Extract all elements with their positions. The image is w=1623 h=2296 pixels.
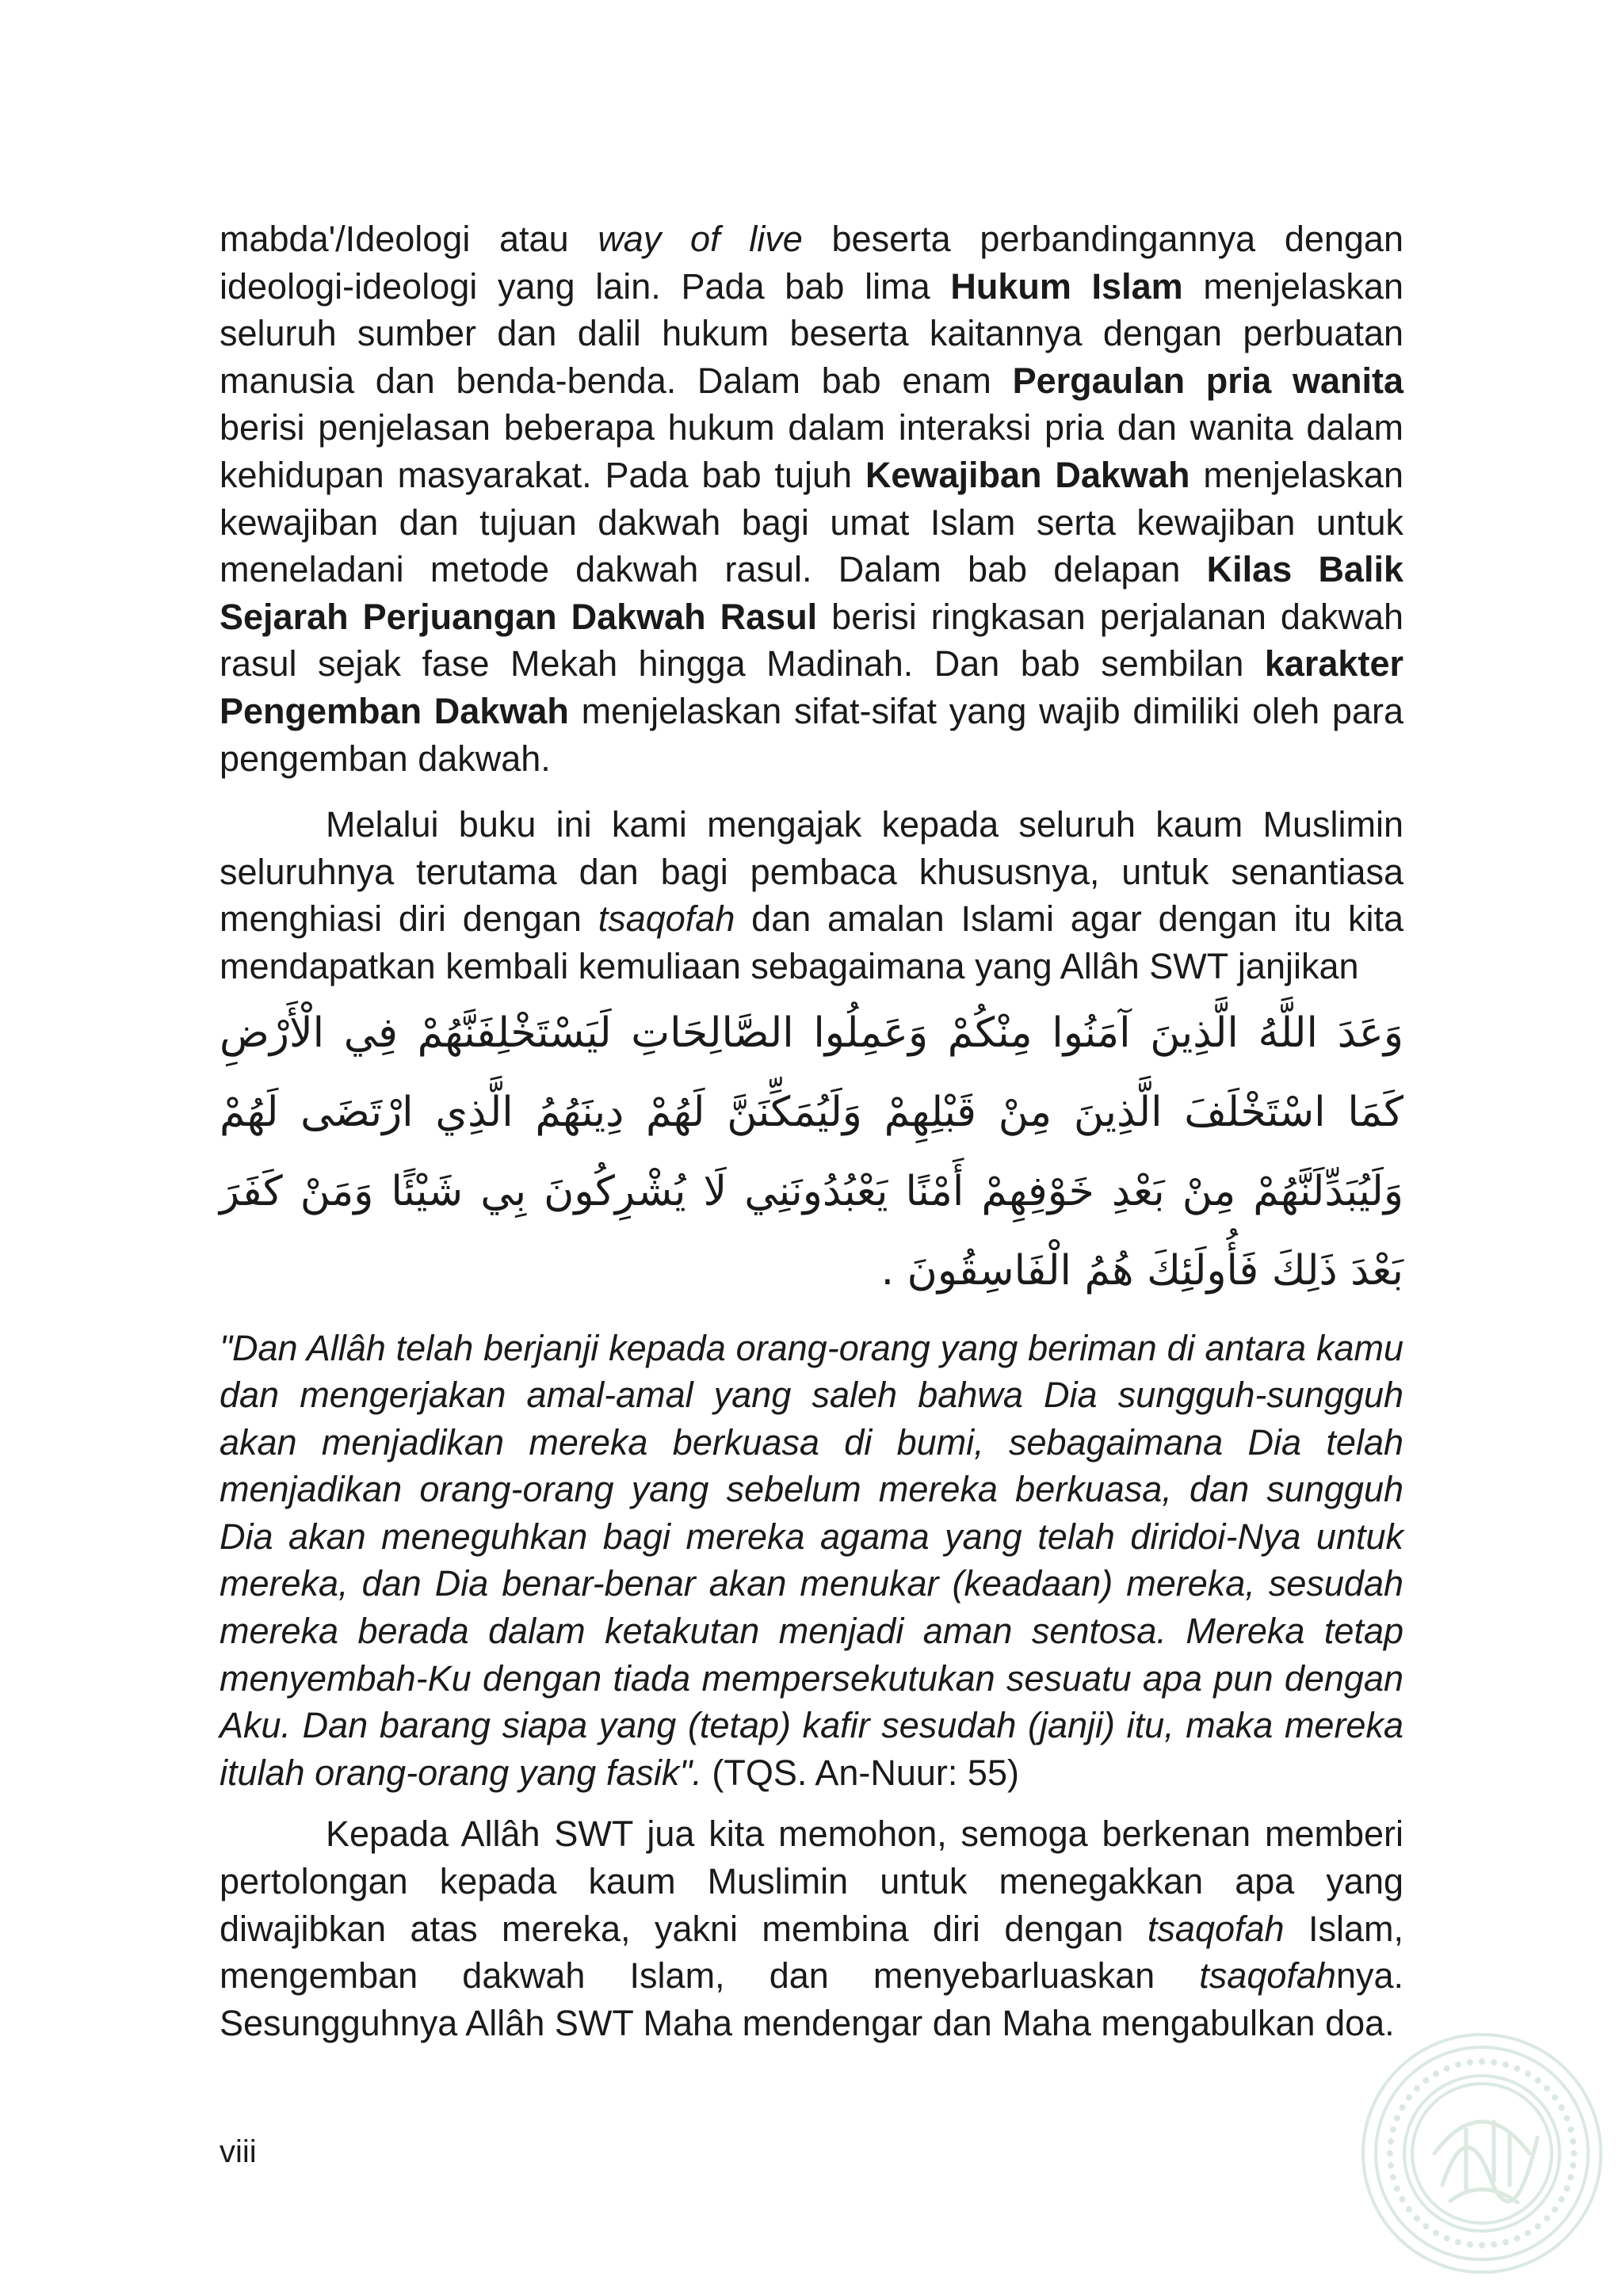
seal-dot [1406,2094,1412,2100]
text-run: tsaqofah [1147,1908,1285,1949]
seal-dot [1414,2215,1420,2222]
seal-dot [1394,2115,1400,2122]
seal-dot [1514,2065,1520,2072]
verse-translation [220,1325,1403,1797]
seal-dot [1467,2241,1473,2248]
seal-dot [1514,2235,1520,2241]
seal-dot [1558,2104,1564,2111]
seal-dot [1423,2223,1429,2229]
seal-dot [1491,2241,1497,2248]
text-run: Kepada Allâh SWT jua kita memohon, semoga berkenan memberi pertolongan kepada kaum Muslimin untuk menegakkan apa yang diwajibkan atas mereka, yakni membina diri dengan [220,1814,1403,1949]
seal-dot [1406,2206,1412,2213]
seal-dot [1400,2196,1406,2203]
text-run: menjelaskan seluruh sumber dan dalil hukum beserta kaitannya dengan perbuatan manusia dan benda-benda. Dalam bab enam [220,265,1403,401]
seal-dot [1388,2162,1394,2168]
seal-dot [1491,2059,1497,2065]
seal-dot [1433,2229,1439,2236]
seal-border-dots [1387,2058,1577,2248]
seal-dot [1525,2071,1531,2077]
seal-dot [1400,2104,1406,2111]
seal-dot [1433,2071,1439,2077]
seal-dot [1479,2058,1485,2065]
text-run: Kilas Balik Sejarah Perjuangan Dakwah Rasul [220,549,1403,637]
text-run: Melalui buku ini kami mengajak kepada seluruh kaum Muslimin seluruhnya terutama dan bagi pembaca khususnya, untuk senantiasa menghiasi diri dengan [220,804,1403,940]
translation-citation: (TQS. An-Nuur: 55) [701,1752,1019,1793]
seal-dot [1570,2162,1576,2168]
seal-dot [1571,2150,1577,2157]
text-run: karakter Pengemban Dakwah [220,643,1403,731]
text-run: tsaqofah [598,898,735,940]
seal-dot [1568,2126,1574,2133]
seal-dot [1570,2138,1576,2145]
seal-dot [1544,2215,1550,2222]
seal-dot [1387,2150,1393,2157]
seal-dot [1564,2115,1570,2122]
seal-dot [1503,2061,1509,2068]
seal-dot [1544,2085,1550,2092]
translation-quote: "Dan Allâh telah berjanji kepada orang-orang yang beriman di antara kamu dan mengerjakan amal-amal yang saleh bahwa Dia sungguh-sungguh akan menjadikan mereka berkuasa di bumi, sebagaimana Dia telah menjadikan orang-orang yang sebelum mereka berkuasa, dan sungguh Dia akan meneguhkan bagi mereka agama yang telah diridoi-Nya untuk mereka, dan Dia benar-benar akan menukar (keadaan) mereka, sesudah mereka berada dalam ketakutan menjadi aman sentosa. Mereka tetap menyembah-Ku dengan tiada mempersekutukan sesuatu apa pun dengan Aku. Dan barang siapa yang (tetap) kafir sesudah (janji) itu, maka mereka itulah orang-orang yang fasik". [220,1327,1403,1793]
seal-dot [1455,2239,1461,2245]
page-body [220,215,1403,2046]
paragraph-invitation [220,801,1403,990]
seal-dot [1558,2196,1564,2203]
text-run: menjelaskan sifat-sifat yang wajib dimiliki oleh para pengemban dakwah. [220,690,1403,779]
seal-calligraphy [1434,2122,1537,2203]
seal-dot [1564,2185,1570,2191]
text-run: nya. Sesungguhnya Allâh SWT Maha mendengar dan Maha mengabulkan doa. [220,1955,1403,2043]
text-run: Hukum Islam [950,265,1183,307]
seal-dot [1552,2094,1558,2100]
seal-dot [1535,2077,1541,2084]
seal-dot [1568,2174,1574,2180]
text-run: Pergaulan pria wanita [1012,360,1404,401]
university-seal-watermark [1347,2019,1617,2288]
seal-dot [1388,2138,1394,2145]
seal-dot [1535,2223,1541,2229]
text-run: menjelaskan kewajiban dan tujuan dakwah bagi umat Islam serta kewajiban untuk meneladani metode dakwah rasul. Dalam bab delapan [220,454,1403,590]
seal-dot [1467,2059,1473,2065]
text-run: way of live [598,219,803,259]
text-run: berisi ringkasan perjalanan dakwah rasul sejak fase Mekah hingga Madinah. Dan bab sembilan [220,596,1403,685]
seal-dot [1552,2206,1558,2213]
seal-dot [1455,2061,1461,2068]
seal-dot [1503,2239,1509,2245]
text-run: dan amalan Islami agar dengan itu kita mendapatkan kembali kemuliaan sebagaimana yang Allâh SWT janjikan [220,898,1403,986]
text-run: berisi penjelasan beberapa hukum dalam interaksi pria dan wanita dalam kehidupan masyarakat. Pada bab tujuh [220,407,1403,495]
seal-rings [1363,2035,1601,2272]
seal-dot [1394,2185,1400,2191]
seal-dot [1444,2235,1450,2241]
seal-dot [1390,2126,1396,2133]
text-run: tsaqofah [1199,1955,1336,1997]
seal-dot [1479,2242,1485,2248]
paragraph-book-overview [220,215,1403,782]
paragraph-closing-prayer [220,1810,1403,2046]
page-number: viii [220,2134,257,2169]
text-run: mabda'/Ideologi atau [220,219,598,259]
text-run: Islam, mengemban dakwah Islam, dan menyebarluaskan [220,1908,1403,1997]
arabic-verse: وَعَدَ اللَّهُ الَّذِينَ آمَنُوا مِنْكُمْ وَعَمِلُوا الصَّالِحَاتِ لَيَسْتَخْلِفَنَّهُمْ فِي الْأَرْضِ كَمَا اسْتَخْلَفَ الَّذِينَ مِنْ قَبْلِهِمْ وَلَيُمَكِّنَنَّ لَهُمْ دِينَهُمُ الَّذِي ارْتَضَى لَهُمْ وَلَيُبَدِّلَنَّهُمْ مِنْ بَعْدِ خَوْفِهِمْ أَمْنًا يَعْبُدُونَنِي لَا يُشْرِكُونَ بِي شَيْئًا وَمَنْ كَفَرَ بَعْدَ ذَلِكَ فَأُولَئِكَ هُمُ الْفَاسِقُونَ . [220,1009,1403,1295]
seal-dot [1444,2065,1450,2072]
text-run: Kewajiban Dakwah [865,454,1190,495]
text-run: beserta perbandingannya dengan ideologi-ideologi yang lain. Pada bab lima [220,219,1403,307]
seal-dot [1525,2229,1531,2236]
seal-dot [1390,2174,1396,2180]
seal-dot [1414,2085,1420,2092]
seal-dot [1423,2077,1429,2084]
